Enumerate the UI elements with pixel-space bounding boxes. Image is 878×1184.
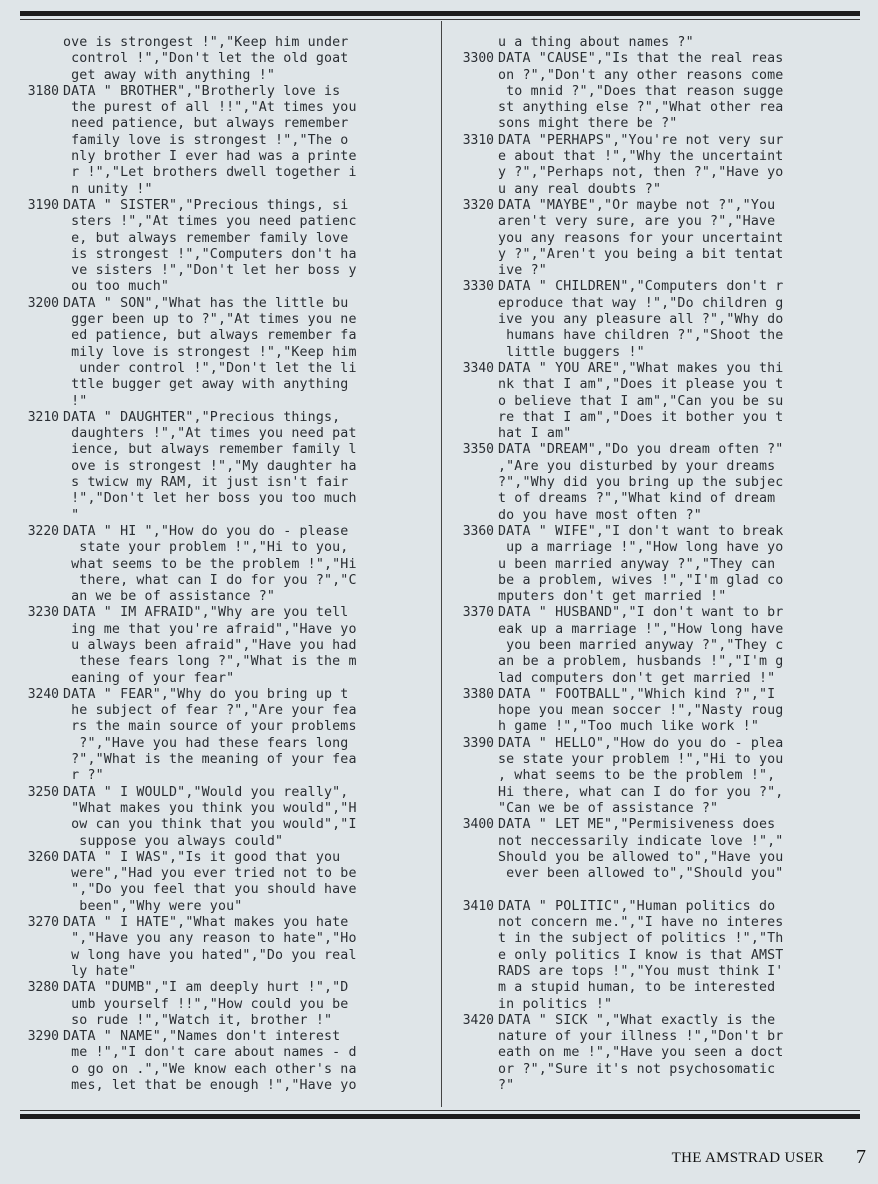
code-line: were","Had you ever tried not to be	[63, 866, 357, 882]
column-divider	[441, 21, 442, 1107]
code-entry	[450, 817, 868, 898]
code-line: to mnid ?","Does that reason sugge	[498, 83, 784, 99]
line-number: 3370	[462, 605, 494, 621]
code-entry	[450, 736, 868, 817]
code-line: DATA " SON","What has the little bu	[63, 295, 349, 311]
code-line: RADS are tops !","You must think I'	[498, 963, 784, 979]
line-number: 3340	[462, 360, 494, 376]
line-number: 3220	[27, 523, 59, 539]
code-line: u any real doubts ?"	[498, 181, 662, 197]
code-line: DATA " IM AFRAID","Why are you tell	[63, 605, 349, 621]
code-line: DATA " I WOULD","Would you really",	[63, 784, 349, 800]
code-line: you any reasons for your uncertaint	[498, 230, 784, 246]
line-number: 3320	[462, 197, 494, 213]
code-line: or ?","Sure it's not psychosomatic	[498, 1061, 776, 1077]
code-line: DATA "MAYBE","Or maybe not ?","You	[498, 197, 776, 213]
code-line: DATA " FOOTBALL","Which kind ?","I	[498, 686, 776, 702]
code-line: o believe that I am","Can you be su	[498, 393, 784, 409]
code-line: family love is strongest !","The o	[63, 132, 349, 148]
code-line: rs the main source of your problems	[63, 719, 357, 735]
code-line: !"	[63, 393, 88, 409]
line-number: 3290	[27, 1029, 59, 1045]
code-line: , what seems to be the problem !",	[498, 768, 776, 784]
magazine-title: THE AMSTRAD USER	[671, 1150, 824, 1166]
line-number: 3270	[27, 915, 59, 931]
code-line: state your problem !","Hi to you,	[63, 540, 349, 556]
code-line: an we be of assistance ?"	[63, 589, 276, 605]
line-number: 3180	[27, 83, 59, 99]
code-line: se state your problem !","Hi to you	[498, 752, 784, 768]
code-line: y ?","Perhaps not, then ?","Have yo	[498, 165, 784, 181]
code-line: r ?"	[63, 768, 104, 784]
line-number: 3250	[27, 784, 59, 800]
code-line: "What makes you think you would","H	[63, 800, 357, 816]
code-line: DATA " FEAR","Why do you bring up t	[63, 686, 349, 702]
line-number: 3410	[462, 898, 494, 914]
code-entry	[450, 133, 868, 198]
code-line: sons might there be ?"	[498, 116, 678, 132]
code-line: ever been allowed to","Should you"	[498, 866, 784, 882]
code-line: DATA " YOU ARE","What makes you thi	[498, 360, 784, 376]
bottom-thin-rule	[20, 1110, 860, 1111]
line-number: 3200	[27, 295, 59, 311]
code-line: mily love is strongest !","Keep him	[63, 344, 357, 360]
code-line: umb yourself !!","How could you be	[63, 996, 349, 1012]
code-line: nature of your illness !","Don't br	[498, 1029, 784, 1045]
code-line: eak up a marriage !","How long have	[498, 621, 784, 637]
code-line: be a problem, wives !","I'm glad co	[498, 572, 784, 588]
code-line: ","Do you feel that you should have	[63, 882, 357, 898]
code-line: "Can we be of assistance ?"	[498, 800, 719, 816]
code-line: under control !","Don't let the li	[63, 360, 357, 376]
code-line: ?","Why did you bring up the subjec	[498, 475, 784, 491]
code-entry	[15, 410, 433, 524]
code-line: h game !","Too much like work !"	[498, 719, 759, 735]
code-line: hope you mean soccer !","Nasty roug	[498, 703, 784, 719]
line-number: 3190	[27, 197, 59, 213]
code-entry	[15, 915, 433, 980]
code-line: DATA " BROTHER","Brotherly love is	[63, 83, 341, 99]
code-line: what seems to be the problem !","Hi	[63, 556, 357, 572]
right-listing-column	[450, 35, 868, 1094]
line-number: 3240	[27, 686, 59, 702]
code-line: these fears long ?","What is the m	[63, 654, 357, 670]
code-line: Hi there, what can I do for you ?",	[498, 784, 784, 800]
top-thick-rule	[20, 11, 860, 16]
code-line: ive ?"	[498, 263, 547, 279]
code-entry	[450, 361, 868, 442]
code-line: nk that I am","Does it please you t	[498, 377, 784, 393]
code-line: "	[63, 507, 80, 523]
code-line: get away with anything !"	[63, 67, 276, 83]
code-line: eproduce that way !","Do children g	[498, 295, 784, 311]
code-line: up a marriage !","How long have yo	[498, 540, 784, 556]
line-number: 3330	[462, 279, 494, 295]
code-line: aren't very sure, are you ?","Have	[498, 214, 776, 230]
code-entry	[450, 51, 868, 132]
code-line: ow can you think that you would","I	[63, 817, 357, 833]
line-number: 3380	[462, 686, 494, 702]
code-line: ?","Have you had these fears long	[63, 735, 349, 751]
code-line: lad computers don't get married !"	[498, 670, 776, 686]
line-number: 3390	[462, 735, 494, 751]
code-line: DATA " I HATE","What makes you hate	[63, 915, 349, 931]
code-line: sters !","At times you need patienc	[63, 214, 357, 230]
line-number: 3300	[462, 51, 494, 67]
line-number: 3310	[462, 132, 494, 148]
code-line: re that I am","Does it bother you t	[498, 409, 784, 425]
top-thin-rule	[20, 19, 860, 20]
code-line: st anything else ?","What other rea	[498, 100, 784, 116]
code-entry	[450, 35, 868, 51]
code-line: !","Don't let her boss you too much	[63, 491, 357, 507]
code-line: y ?","Aren't you being a bit tentat	[498, 246, 784, 262]
code-entry	[450, 899, 868, 1013]
code-entry	[450, 687, 868, 736]
code-line	[498, 882, 868, 898]
code-line: ?"	[498, 1078, 515, 1093]
code-line: ou too much"	[63, 279, 170, 295]
code-line: humans have children ?","Shoot the	[498, 328, 784, 344]
line-number: 3350	[462, 442, 494, 458]
code-line: so rude !","Watch it, brother !"	[63, 1012, 333, 1028]
code-line: not neccessarily indicate love !","	[498, 833, 784, 849]
code-line: n unity !"	[63, 181, 153, 197]
code-line: DATA " SICK ","What exactly is the	[498, 1012, 776, 1028]
code-line: mputers don't get married !"	[498, 589, 727, 605]
code-line: DATA " HUSBAND","I don't want to br	[498, 605, 784, 621]
code-line: ive you any pleasure all ?","Why do	[498, 312, 784, 328]
code-line: little buggers !"	[498, 344, 645, 360]
line-number: 3400	[462, 817, 494, 833]
line-number: 3280	[27, 980, 59, 996]
code-line: t of dreams ?","What kind of dream	[498, 491, 776, 507]
code-line: control !","Don't let the old goat	[63, 51, 349, 67]
code-line: ove is strongest !","Keep him under	[63, 35, 349, 50]
code-line: DATA " CHILDREN","Computers don't r	[498, 279, 784, 295]
code-line: eaning of your fear"	[63, 670, 235, 686]
code-line: o go on .","We know each other's na	[63, 1061, 357, 1077]
code-line: in politics !"	[498, 996, 613, 1012]
code-line: DATA " SISTER","Precious things, si	[63, 197, 349, 213]
code-entry	[15, 785, 433, 850]
code-line: DATA " HI ","How do you do - please	[63, 523, 349, 539]
code-line: s twicw my RAM, it just isn't fair	[63, 475, 349, 491]
code-entry	[450, 198, 868, 279]
code-entry	[15, 524, 433, 605]
code-entry	[15, 687, 433, 785]
code-line: me !","I don't care about names - d	[63, 1045, 357, 1061]
code-line: DATA " POLITIC","Human politics do	[498, 898, 776, 914]
line-number: 3210	[27, 409, 59, 425]
code-line: not concern me.","I have no interes	[498, 915, 784, 931]
code-line: he subject of fear ?","Are your fea	[63, 703, 357, 719]
code-entry	[15, 850, 433, 915]
code-line: e only politics I know is that AMST	[498, 947, 784, 963]
bottom-thick-rule	[20, 1114, 860, 1119]
code-line: DATA "PERHAPS","You're not very sur	[498, 132, 784, 148]
code-line: hat I am"	[498, 426, 572, 442]
page-number: 7	[856, 1146, 866, 1168]
code-line: DATA " I WAS","Is it good that you	[63, 849, 341, 865]
left-listing-column	[15, 35, 433, 1094]
code-line: ly hate"	[63, 963, 137, 979]
code-line: mes, let that be enough !","Have yo	[63, 1078, 357, 1093]
code-line: DATA " LET ME","Permisiveness does	[498, 817, 776, 833]
code-line: DATA " DAUGHTER","Precious things,	[63, 409, 341, 425]
code-entry	[15, 605, 433, 686]
code-line: ed patience, but always remember fa	[63, 328, 357, 344]
code-line: m a stupid human, to be interested	[498, 980, 776, 996]
code-line: an be a problem, husbands !","I'm g	[498, 654, 784, 670]
code-entry	[15, 296, 433, 410]
code-line: DATA " WIFE","I don't want to break	[498, 523, 784, 539]
code-line: DATA "DUMB","I am deeply hurt !","D	[63, 980, 349, 996]
code-entry	[15, 198, 433, 296]
code-entry	[450, 605, 868, 686]
line-number: 3260	[27, 849, 59, 865]
code-line: need patience, but always remember	[63, 116, 349, 132]
code-line: ,"Are you disturbed by your dreams	[498, 458, 776, 474]
code-line: eath on me !","Have you seen a doct	[498, 1045, 784, 1061]
code-line: u always been afraid","Have you had	[63, 637, 357, 653]
code-line: daughters !","At times you need pat	[63, 426, 357, 442]
code-line: u been married anyway ?","They can	[498, 556, 776, 572]
code-line: is strongest !","Computers don't ha	[63, 246, 357, 262]
line-number: 3360	[462, 523, 494, 539]
code-line: DATA " NAME","Names don't interest	[63, 1029, 341, 1045]
code-line: gger been up to ?","At times you ne	[63, 312, 357, 328]
code-line: do you have most often ?"	[498, 507, 702, 523]
code-entry	[15, 84, 433, 198]
code-line: ","Have you any reason to hate","Ho	[63, 931, 357, 947]
code-line: e, but always remember family love	[63, 230, 349, 246]
code-line: DATA "DREAM","Do you dream often ?"	[498, 442, 784, 458]
code-line: been","Why were you"	[63, 898, 243, 914]
code-line: ?","What is the meaning of your fea	[63, 752, 357, 768]
code-line: you been married anyway ?","They c	[498, 637, 784, 653]
code-line: DATA " HELLO","How do you do - plea	[498, 735, 784, 751]
code-line: ing me that you're afraid","Have yo	[63, 621, 357, 637]
code-line: there, what can I do for you ?","C	[63, 572, 357, 588]
code-entry	[15, 35, 433, 84]
code-line: nly brother I ever had was a printe	[63, 149, 357, 165]
code-entry	[15, 1029, 433, 1094]
code-entry	[450, 279, 868, 360]
code-line: ttle bugger get away with anything	[63, 377, 349, 393]
line-number: 3230	[27, 605, 59, 621]
code-line: ove is strongest !","My daughter ha	[63, 458, 357, 474]
code-line: DATA "CAUSE","Is that the real reas	[498, 51, 784, 67]
line-number: 3420	[462, 1012, 494, 1028]
code-entry	[15, 980, 433, 1029]
code-line: the purest of all !!","At times you	[63, 100, 357, 116]
code-line: w long have you hated","Do you real	[63, 947, 357, 963]
code-line: r !","Let brothers dwell together i	[63, 165, 357, 181]
code-line: e about that !","Why the uncertaint	[498, 149, 784, 165]
code-entry	[450, 1013, 868, 1094]
code-entry	[450, 442, 868, 523]
code-line: t in the subject of politics !","Th	[498, 931, 784, 947]
code-line: u a thing about names ?"	[498, 35, 694, 50]
code-line: on ?","Don't any other reasons come	[498, 67, 784, 83]
code-line: ience, but always remember family l	[63, 442, 357, 458]
code-line: ve sisters !","Don't let her boss y	[63, 263, 357, 279]
code-line: Should you be allowed to","Have you	[498, 849, 784, 865]
code-entry	[450, 524, 868, 605]
code-line: suppose you always could"	[63, 833, 284, 849]
